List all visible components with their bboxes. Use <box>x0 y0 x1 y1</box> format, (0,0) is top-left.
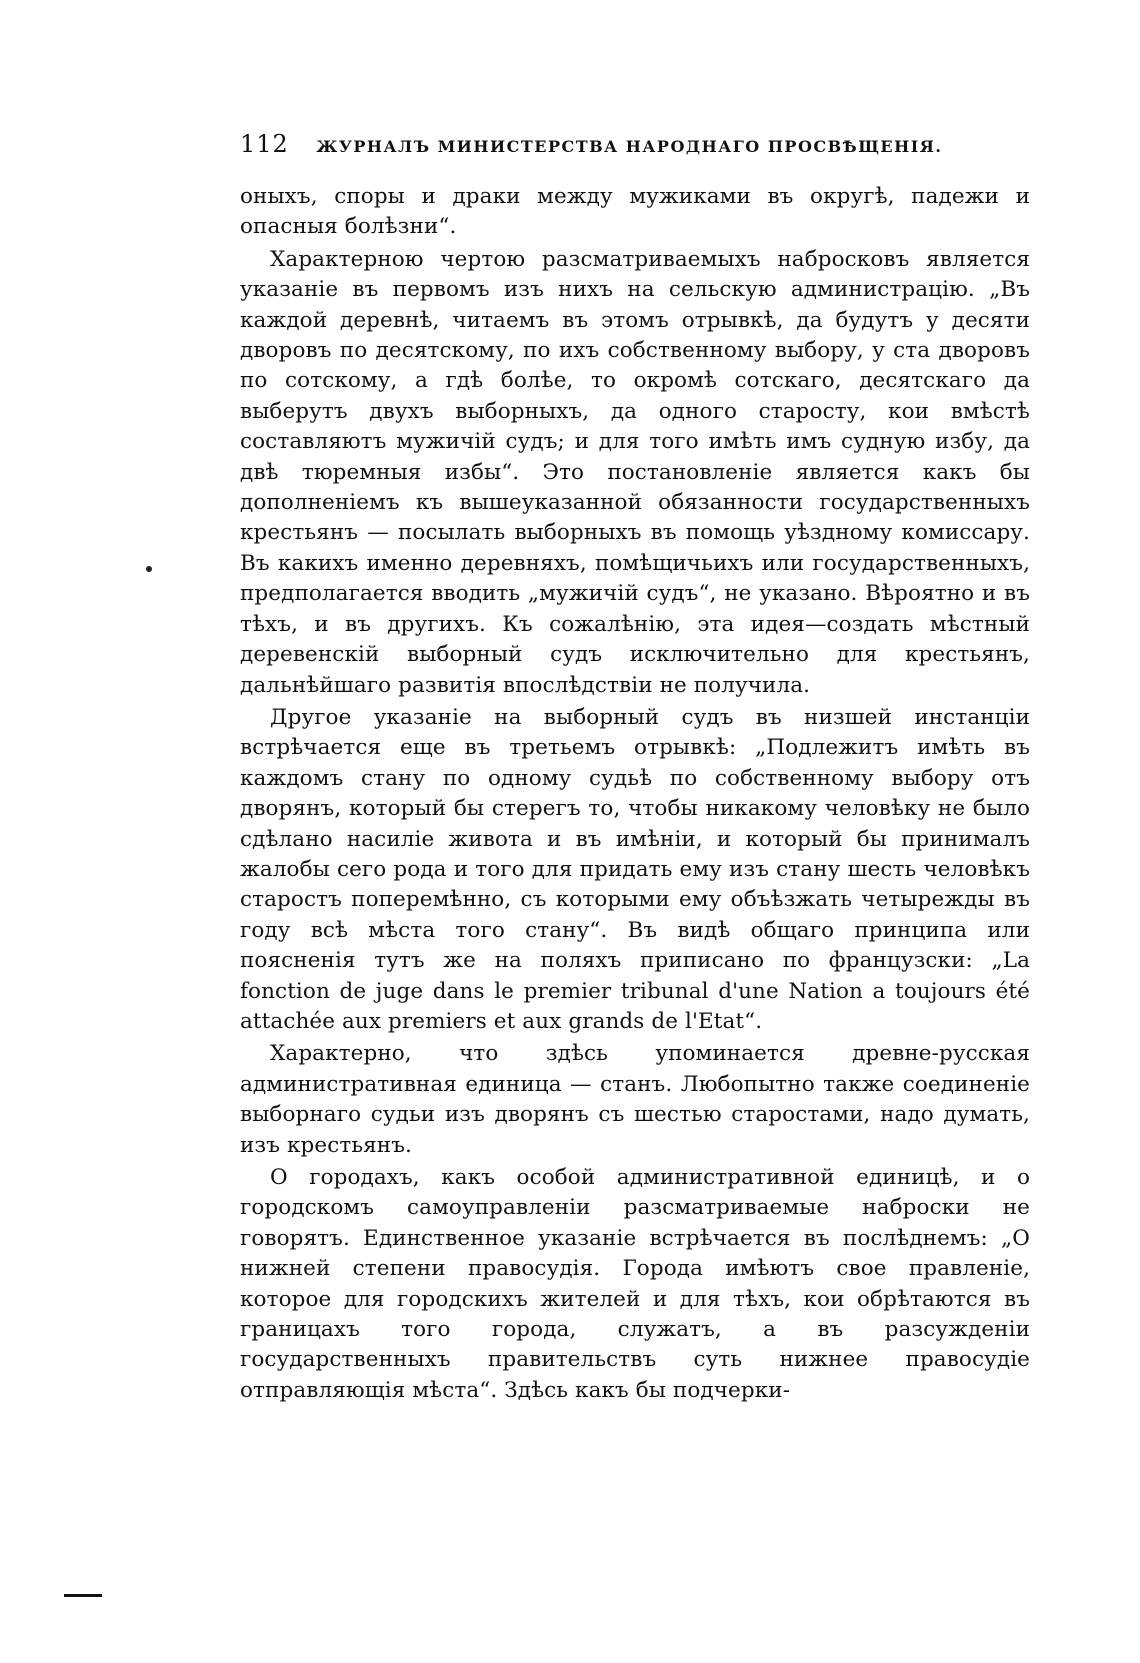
margin-dash <box>64 1594 102 1597</box>
paragraph: Характерною чертою разсматриваемыхъ набросковъ является указаніе въ первомъ изъ нихъ на сельскую администрацію. „Въ каждой деревнѣ, читаемъ въ этомъ отрывкѣ, да будутъ у десяти дворовъ по десятскому, по ихъ собственному выбору, у ста дворовъ по сотскому, а гдѣ болѣе, то окромѣ сотскаго, десятскаго да выберутъ двухъ выборныхъ, да одного старосту, кои вмѣстѣ составляютъ мужичій судъ; и для того имѣть имъ судную избу, да двѣ тюремныя избы“. Это постановленіе является какъ бы дополненіемъ къ вышеуказанной обязанности государственныхъ крестьянъ — посылать выборныхъ въ помощь уѣздному комиссару. Въ какихъ именно деревняхъ, помѣщичьихъ или государственныхъ, предполагается вводить „мужичій судъ“, не указано. Вѣроятно и въ тѣхъ, и въ другихъ. Къ сожалѣнію, эта идея—создать мѣстный деревенскій выборный судъ исключительно для крестьянъ, дальнѣйшаго развитія впослѣдствіи не получила. <box>240 246 1030 698</box>
body-text <box>240 182 1030 1406</box>
paragraph: Характерно, что здѣсь упоминается древне-русская административная единица — станъ. Любопытно также соединеніе выборнаго судьи изъ дворянъ съ шестью старостами, надо думать, изъ крестьянъ. <box>240 1041 1030 1158</box>
running-head <box>240 130 1030 164</box>
margin-dot <box>146 566 152 572</box>
paragraph-continuation: оныхъ, споры и драки между мужиками въ округѣ, падежи и опасныя болѣзни“. <box>240 184 1030 240</box>
journal-title: ЖУРНАЛЪ МИНИСТЕРСТВА НАРОДНАГО ПРОСВѢЩЕНІЯ. <box>316 137 943 156</box>
paragraph: Другое указаніе на выборный судъ въ низшей инстанціи встрѣчается еще въ третьемъ отрывкѣ: „Подлежитъ имѣть въ каждомъ стану по одному судьѣ по собственному выбору отъ дворянъ, который бы стерегъ то, чтобы никакому человѣку не было сдѣлано насиліе живота и въ имѣніи, и который бы принималъ жалобы сего рода и того для придать ему изъ стану шесть человѣкъ старостъ поперемѣнно, съ которыми ему объѣзжать четырежды въ году всѣ мѣста того стану“. Въ видѣ общаго принципа или поясненія тутъ же на поляхъ приписано по французски: „La fonction de juge dans le premier tribunal d'une Nation a toujours été attachée aux premiers et aux grands de l'Etat“. <box>240 704 1030 1034</box>
document-page <box>240 130 1030 1406</box>
page-number: 112 <box>240 130 289 158</box>
paragraph: О городахъ, какъ особой административной единицѣ, и о городскомъ самоуправленіи разсматриваемые наброски не говорятъ. Единственное указаніе встрѣчается въ послѣднемъ: „О нижней степени правосудія. Города имѣютъ свое правленіе, которое для городскихъ жителей и для тѣхъ, кои обрѣтаются въ границахъ того города, служатъ, а въ разсужденіи государственныхъ правительствъ суть нижнее правосудіе отправляющія мѣста“. Здѣсь какъ бы подчерки- <box>240 1165 1030 1403</box>
